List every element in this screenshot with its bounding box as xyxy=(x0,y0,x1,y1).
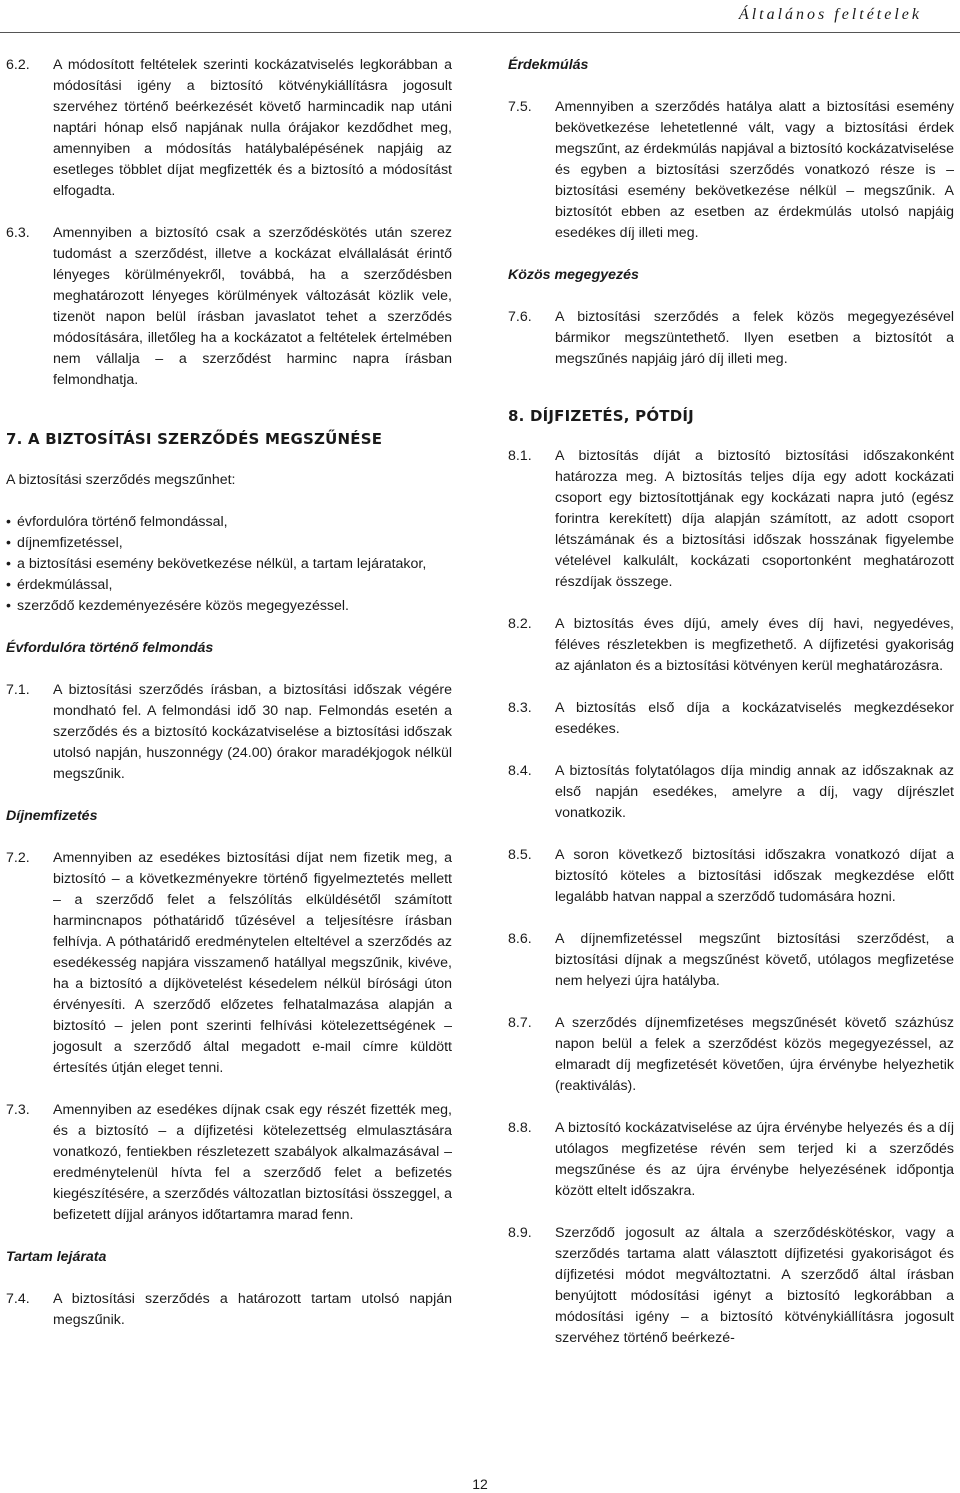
paragraph-text: Amennyiben az esedékes díjnak csak egy részét fizették meg, és a biztosító – a díjfizetési kötelezettség elmulasztására vonatkozó, fentiekben részletezett szabályok alkalmazásával – eredménytelenül hívta fel a szerződő felet a befizetés kiegészítésére, a szerződés változatlan biztosítási összeggel, a befizetett díjjal arányos időtartamra marad fenn. xyxy=(53,1102,452,1223)
paragraph-text: A biztosítás folytatólagos díja mindig annak az időszaknak az első napján esedékes, amelyre a díj, vagy díjrészlet vonatkozik. xyxy=(555,763,954,821)
paragraph-8-6 xyxy=(508,929,954,992)
paragraph-7-1 xyxy=(6,680,452,785)
paragraph-7-3 xyxy=(6,1100,452,1226)
header-rule xyxy=(0,32,960,33)
paragraph-text: A biztosítási szerződés írásban, a biztosítási időszak végére mondható fel. A felmondási idő 30 nap. Felmondás esetén a szerződés és a biztosító kockázatviselése a biztosítási időszak utolsó napján, huszonnégy (24.00) órakor maradékjogok nélkül megszűnik. xyxy=(53,682,452,782)
list-item: • érdekmúlással, xyxy=(6,575,452,596)
list-item: • évfordulóra történő felmondással, xyxy=(6,512,452,533)
paragraph-text: Amennyiben a szerződés hatálya alatt a biztosítási esemény bekövetkezése lehetetlenné vált, vagy a biztosítási érdek megszűnt, az érdekmúlás napjával a biztosító kockázatviselése és egyben a biztosítási szerződés vonatkozó része is – biztosítási esemény bekövetkezése nélkül – megszűnik. A biztosítót ebben az esetben az érdekmúlás utolsó napjáig esedékes díj illeti meg. xyxy=(555,99,954,241)
paragraph-8-7 xyxy=(508,1013,954,1097)
paragraph-8-8 xyxy=(508,1118,954,1202)
paragraph-number: 8.2. xyxy=(508,616,532,632)
paragraph-7-4 xyxy=(6,1289,452,1331)
right-column xyxy=(508,55,954,1349)
paragraph-text: A díjnemfizetéssel megszűnt biztosítási szerződést, a biztosítási díjnak a megszűnést követő, utólagos megfizetése nem helyezi újra hatályba. xyxy=(555,931,954,989)
paragraph-7-5 xyxy=(508,97,954,244)
paragraph-number: 7.2. xyxy=(6,850,30,866)
paragraph-number: 8.5. xyxy=(508,847,532,863)
paragraph-number: 6.2. xyxy=(6,57,30,73)
paragraph-text: A soron következő biztosítási időszakra vonatkozó díjat a biztosító köteles a biztosítási időszak megkezdése előtt legalább hatvan nappal a szerződő tudomására hozni. xyxy=(555,847,954,905)
paragraph-7-2 xyxy=(6,848,452,1079)
paragraph-8-5 xyxy=(508,845,954,908)
section-8-heading: 8. DÍJFIZETÉS, PÓTDÍJ xyxy=(508,407,694,425)
paragraph-number: 8.4. xyxy=(508,763,532,779)
subheading-kozos: Közös megegyezés xyxy=(508,267,639,283)
paragraph-text: A biztosítás díját a biztosító biztosítási időszakonként határozza meg. A biztosítás teljes díja egy adott kockázati csoport egy biztosítottjának egy kockázati napra jutó (egész forintra kerekített) díja alapján számított, az adott csoport létszámának és a biztosítási időszak hosszának figyelembe vételével kalkulált, kockázati csoportonként meghatározott részdíjak összege. xyxy=(555,448,954,590)
paragraph-text: A biztosító kockázatviselése az újra érvénybe helyezés és a díj utólagos megfizetése révén sem terjed ki a szerződés megszűnése és az újra érvénybe helyezésének időpontja között eltelt időszakra. xyxy=(555,1120,954,1199)
list-item: • díjnemfizetéssel, xyxy=(6,533,452,554)
subheading-evforduló: Évfordulóra történő felmondás xyxy=(6,640,214,656)
paragraph-8-2 xyxy=(508,614,954,677)
left-column xyxy=(6,55,452,1331)
header-title: Általános feltételek xyxy=(738,6,922,23)
paragraph-number: 8.8. xyxy=(508,1120,532,1136)
paragraph-number: 8.1. xyxy=(508,448,532,464)
paragraph-8-4 xyxy=(508,761,954,824)
section-7-intro: A biztosítási szerződés megszűnhet: xyxy=(6,472,236,488)
paragraph-number: 7.4. xyxy=(6,1291,30,1307)
paragraph-number: 7.3. xyxy=(6,1102,30,1118)
subheading-dijnemfizetes: Díjnemfizetés xyxy=(6,808,98,824)
paragraph-text: A biztosítás első díja a kockázatviselés megkezdésekor esedékes. xyxy=(555,700,954,737)
paragraph-number: 7.5. xyxy=(508,99,532,115)
paragraph-number: 7.1. xyxy=(6,682,30,698)
paragraph-6-2 xyxy=(6,55,452,202)
paragraph-number: 6.3. xyxy=(6,225,30,241)
paragraph-text: Amennyiben az esedékes biztosítási díjat nem fizetik meg, a biztosító – a következményekre történő figyelmeztetés mellett – a szerződő felet a felszólítás elküldésétől számított harmincnapos póthatáridő tűzésével a teljesítésre írásban felhívja. A póthatáridő eredménytelen elteltével a szerződés az esedékesség napjára visszamenő hatállyal megszűnik, kivéve, ha a biztosító a díjkövetelést késedelem nélkül bírósági úton érvényesíti. A szerződő előzetes felhatalmazása alapján a biztosító – jelen pont szerinti felhívási kötelezettségének – jogosult a szerződő által megadott e-mail címre küldött értesítés útján eleget tenni. xyxy=(53,850,452,1076)
paragraph-text: Amennyiben a biztosító csak a szerződéskötés után szerez tudomást a szerződést, illetve a kockázat elvállalását érintő lényeges körülményekről, továbbá, ha a szerződésben meghatározott lényeges körülmények változását közlik vele, tizenöt napon belül írásban javaslatot tehet a szerződés módosítására, illetőleg ha a kockázatot a feltételek értelmében nem vállalja – a szerződést harminc napra írásban felmondhatja. xyxy=(53,225,452,388)
paragraph-text: A szerződés díjnemfizetéses megszűnését követő százhúsz napon belül a felek a szerződést közös megegyezéssel, az elmaradt díj megfizetését követően, újra érvénybe helyezhetik (reaktiválás). xyxy=(555,1015,954,1094)
subheading-erdekmulas: Érdekmúlás xyxy=(508,57,589,73)
paragraph-7-6 xyxy=(508,307,954,370)
subheading-tartam: Tartam lejárata xyxy=(6,1249,107,1265)
paragraph-number: 8.9. xyxy=(508,1225,532,1241)
paragraph-number: 8.6. xyxy=(508,931,532,947)
page-number: 12 xyxy=(472,1476,488,1492)
paragraph-text: A biztosítás éves díjú, amely éves díj havi, negyedéves, féléves részletekben is megfizethető. A díjfizetési gyakoriság az ajánlaton és a biztosítási kötvényen kerül meghatározásra. xyxy=(555,616,954,674)
paragraph-number: 7.6. xyxy=(508,309,532,325)
paragraph-text: A biztosítási szerződés a határozott tartam utolsó napján megszűnik. xyxy=(53,1291,452,1328)
paragraph-8-3 xyxy=(508,698,954,740)
list-item: • a biztosítási esemény bekövetkezése nélkül, a tartam lejáratakor, xyxy=(6,554,452,575)
list-item: • szerződő kezdeményezésére közös megegyezéssel. xyxy=(6,596,452,617)
paragraph-text: A biztosítási szerződés a felek közös megegyezésével bármikor megszüntethető. Ilyen esetben a biztosítót a megszűnés napjáig járó díj illeti meg. xyxy=(555,309,954,367)
paragraph-text: Szerződő jogosult az általa a szerződéskötéskor, vagy a szerződés tartama alatt választott díjfizetési gyakoriságot és díjfizetési módot megváltoztatni. A szerződő által írásban benyújtott módosítási igényt a biztosító legkorábban a módosítási igény – a biztosító kötvénykiállításra jogosult szervéhez történő beérkezé- xyxy=(555,1225,954,1346)
paragraph-8-9 xyxy=(508,1223,954,1349)
paragraph-number: 8.3. xyxy=(508,700,532,716)
section-7-heading: 7. A BIZTOSÍTÁSI SZERZŐDÉS MEGSZŰNÉSE xyxy=(6,430,383,448)
termination-list xyxy=(6,512,452,617)
paragraph-number: 8.7. xyxy=(508,1015,532,1031)
paragraph-8-1 xyxy=(508,446,954,593)
paragraph-text: A módosított feltételek szerinti kockázatviselés legkorábban a módosítási igény a biztosító kötvénykiállításra jogosult szervéhez történő beérkezését követő harmincadik nap utáni naptári hónap első napjának nulla órájakor kezdődhet meg, amennyiben a módosítás hatálybalépésének napjáig az esetleges többlet díjat megfizették és a biztosító a módosítást elfogadta. xyxy=(53,57,452,199)
paragraph-6-3 xyxy=(6,223,452,391)
